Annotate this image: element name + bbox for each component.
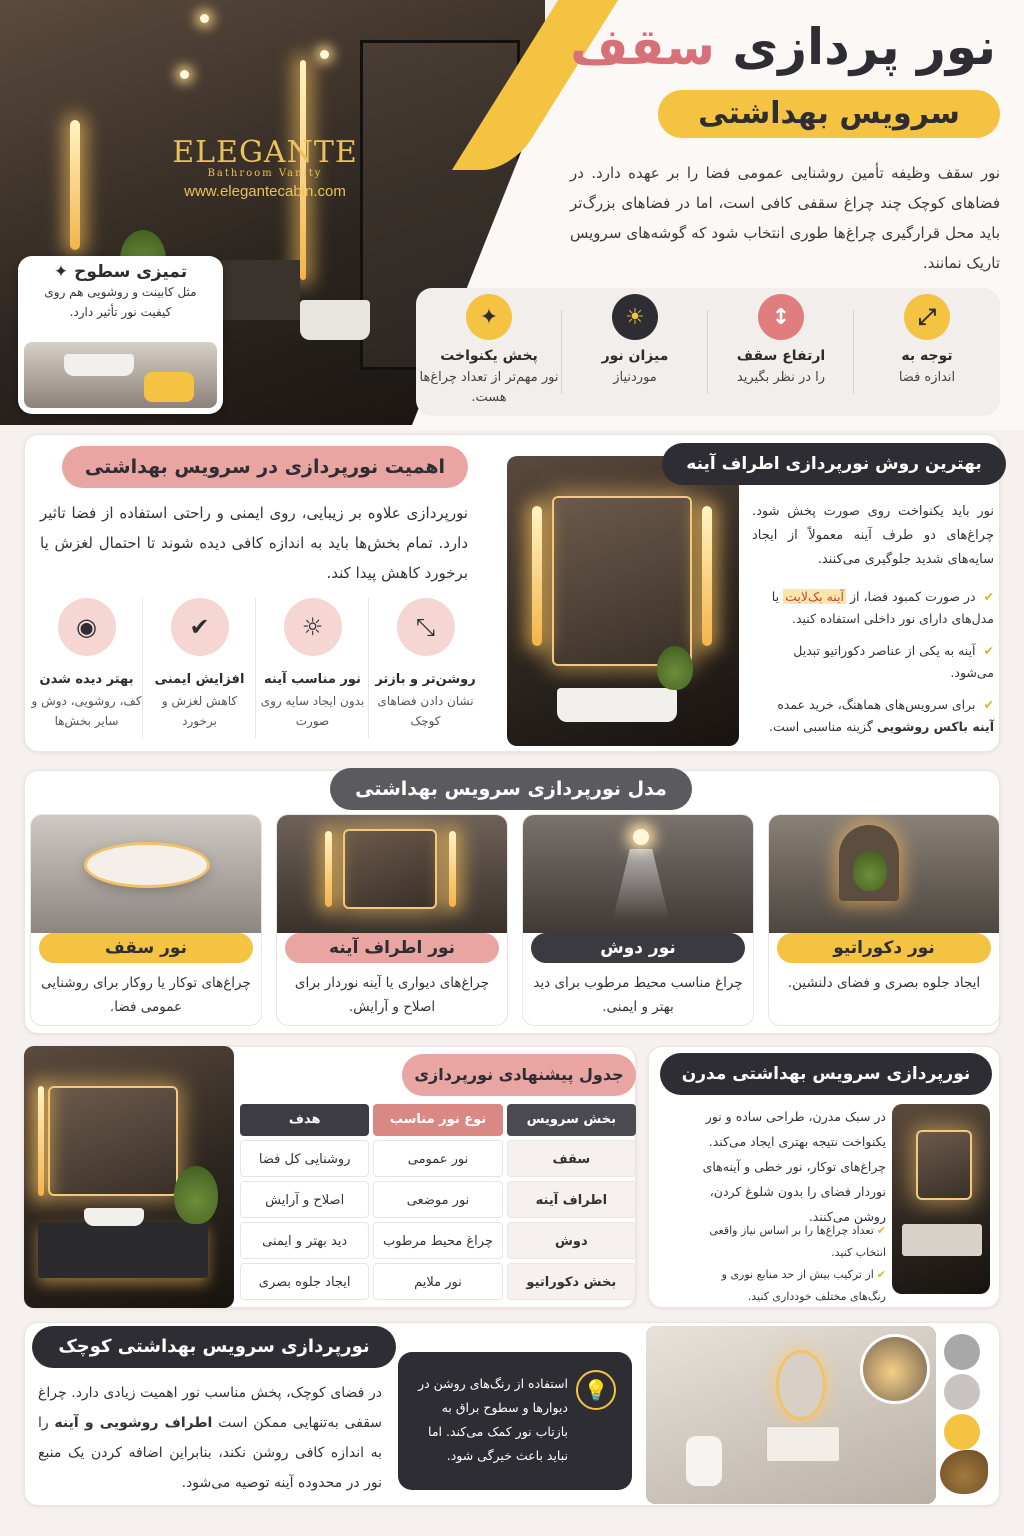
model-photo <box>277 815 507 933</box>
clean-card-title <box>28 262 213 282</box>
feature-item <box>708 288 854 416</box>
mirror-check1-highlight: آینه بک‌لایت <box>785 589 845 604</box>
feature-strip <box>416 288 1000 416</box>
title-dark-part: نور پردازی <box>732 18 996 76</box>
importance-item <box>369 598 482 738</box>
mirror-check-item <box>752 586 994 630</box>
table-header-row <box>240 1104 636 1136</box>
mirror-check3-a: برای سرویس‌های هماهنگ، خرید عمده <box>777 697 976 712</box>
feature-title: ارتفاع سقف <box>736 348 826 364</box>
feature-desc: را در نظر بگیرید <box>736 370 826 385</box>
table-cell: روشنایی کل فضا <box>240 1140 369 1177</box>
modern-checks <box>686 1220 886 1308</box>
importance-item-title: نور مناسب آینه <box>264 672 361 687</box>
model-photo <box>523 815 753 933</box>
model-card <box>768 814 1000 1026</box>
check-icon: ✔ <box>983 589 994 604</box>
vanity-photo <box>24 1046 234 1308</box>
sun-icon: ☼ <box>284 598 342 656</box>
table-cell: نور موضعی <box>373 1181 502 1218</box>
importance-title: اهمیت نورپردازی در سرویس بهداشتی <box>62 446 468 488</box>
feature-title: توجه به <box>901 348 953 364</box>
table-cell: سقف <box>507 1140 636 1177</box>
shield-check-icon: ✔ <box>171 598 229 656</box>
brand-url: www.elegantecabin.com <box>184 183 346 200</box>
mirror-photo <box>507 456 739 746</box>
clean-card-photo <box>24 342 217 408</box>
model-card <box>522 814 754 1026</box>
brand-logo <box>160 135 370 200</box>
mirror-check-item <box>752 640 994 684</box>
table-row <box>240 1140 636 1177</box>
table-cell: اصلاح و آرایش <box>240 1181 369 1218</box>
small-bathroom-photo <box>646 1326 936 1504</box>
lightbulb-icon: 💡 <box>576 1370 616 1410</box>
importance-item-desc: بدون ایجاد سایه روی صورت <box>260 694 365 728</box>
table-header: بخش سرویس <box>507 1104 636 1136</box>
mirror-check3-bold: آینه باکس روشویی <box>876 719 994 734</box>
importance-item-desc: کف، روشویی، دوش و سایر بخش‌ها <box>31 694 142 728</box>
color-swatch <box>944 1374 980 1410</box>
expand-icon: ⤢ <box>904 294 950 340</box>
modern-check-item <box>686 1264 886 1308</box>
eye-icon: ◉ <box>58 598 116 656</box>
leaf-icon <box>940 1450 988 1494</box>
clean-surfaces-card <box>18 256 223 414</box>
importance-text: نورپردازی علاوه بر زیبایی، روی ایمنی و راحتی استفاده از فضا تاثیر دارد. تمام بخش‌ها باید به اندازه کافی دیده شوند تا احتمال لغزش یا برخورد کاهش پیدا کند. <box>40 504 468 582</box>
table-header: نوع نور مناسب <box>373 1104 502 1136</box>
feature-item <box>562 288 708 416</box>
lightbulb-icon: ☀ <box>612 294 658 340</box>
mirror-text-block <box>752 500 994 748</box>
table-cell: بخش دکوراتیو <box>507 1263 636 1300</box>
feature-desc: اندازه فضا <box>898 370 956 385</box>
model-label: نور سقف <box>39 933 253 963</box>
modern-title: نورپردازی سرویس بهداشتی مدرن <box>660 1053 992 1095</box>
title-pink-part: سقف <box>570 18 715 76</box>
model-label: نور دکوراتیو <box>777 933 991 963</box>
model-desc: چراغ‌های توکار یا روکار برای روشنایی عمومی فضا. <box>41 975 251 1015</box>
small-text-bold: اطراف روشویی و آینه <box>54 1415 213 1431</box>
modern-check-item <box>686 1220 886 1264</box>
feature-item <box>416 288 562 416</box>
small-title: نورپردازی سرویس بهداشتی کوچک <box>32 1326 396 1368</box>
table-cell: اطراف آینه <box>507 1181 636 1218</box>
feature-title: پخش یکنواخت <box>440 348 538 364</box>
page-title <box>570 18 996 76</box>
table-cell: دوش <box>507 1222 636 1259</box>
clean-card-title-text: تمیزی سطوح <box>74 262 188 282</box>
importance-item-desc: کاهش لغزش و برخورد <box>161 694 238 728</box>
mirror-check1-a: در صورت کمبود فضا، از <box>850 589 976 604</box>
color-swatch <box>944 1414 980 1450</box>
importance-item-title: افزایش ایمنی <box>154 672 245 687</box>
table-cell: دید بهتر و ایمنی <box>240 1222 369 1259</box>
sparkle-icon: ✦ <box>466 294 512 340</box>
check-icon: ✔ <box>876 1224 886 1237</box>
table-title: جدول پیشنهادی نورپردازی <box>402 1054 636 1096</box>
table-cell: ایجاد جلوه بصری <box>240 1263 369 1300</box>
mirror-text: نور باید یکنواخت روی صورت پخش شود. چراغ‌های دو طرف آینه معمولاً از ایجاد سایه‌های شدید جلوگیری می‌کنند. <box>752 504 994 567</box>
table-row <box>240 1181 636 1218</box>
check-icon: ✔ <box>983 697 994 712</box>
models-title: مدل نورپردازی سرویس بهداشتی <box>330 768 692 810</box>
feature-title: میزان نور <box>601 348 669 364</box>
expand-icon: ⤡ <box>397 598 455 656</box>
modern-text: در سبک مدرن، طراحی ساده و نور یکنواخت نتیجه بهتری ایجاد می‌کند. چراغ‌های توکار، نور خطی و آینه‌های نوردار فضای را بدون شلوغ کردن، روشن می‌کنند. <box>702 1109 886 1224</box>
importance-item-title: روشن‌تر و بازتر <box>375 672 476 687</box>
intro-paragraph: نور سقف وظیفه تأمین روشنایی عمومی فضا را بر عهده دارد. در فضاهای کوچک چند چراغ سقفی کافی است، اما در فضاهای بزرگ‌تر باید محل قرارگیری چراغ‌ها طوری انتخاب شود که گوشه‌های سرویس تاریک نمانند. <box>570 164 1000 272</box>
feature-item <box>854 288 1000 416</box>
table-row <box>240 1222 636 1259</box>
mirror-check1-b: یا مدل‌های دارای نور داخلی استفاده کنید. <box>771 589 994 626</box>
page-subtitle: سرویس بهداشتی <box>658 90 1000 138</box>
model-card <box>276 814 508 1026</box>
mirror-check-item <box>752 694 994 738</box>
mirror-check2: آینه به یکی از عناصر دکوراتیو تبدیل می‌شود. <box>793 643 994 680</box>
modern-check1: تعداد چراغ‌ها را بر اساس نیاز واقعی انتخاب کنید. <box>709 1224 886 1259</box>
model-photo <box>769 815 999 933</box>
lighting-table <box>240 1104 636 1304</box>
tip-text: استفاده از رنگ‌های روشن در دیوارها و سطوح براق به بازتاب نور کمک می‌کند. اما نباید باعث خیرگی شود. <box>418 1376 568 1463</box>
small-text <box>38 1378 382 1498</box>
small-text-b: را به اندازه کافی روشن نکند، بنابراین اضافه کردن یک منبع نور در محدوده آینه توصیه می‌شود. <box>38 1415 382 1491</box>
importance-item <box>256 598 369 738</box>
table-cell: چراغ محیط مرطوب <box>373 1222 502 1259</box>
mirror-check3-b: گزینه مناسبی است. <box>768 719 873 734</box>
sparkle-icon: ✦ <box>53 262 75 282</box>
importance-items <box>30 598 482 738</box>
model-desc: چراغ‌های دیواری یا آینه نوردار برای اصلاح و آرایش. <box>294 975 490 1015</box>
importance-item-desc: نشان دادن فضاهای کوچک <box>377 694 474 728</box>
modern-check2: از ترکیب بیش از حد منابع نوری و رنگ‌های مختلف خودداری کنید. <box>721 1268 886 1303</box>
table-cell: نور ملایم <box>373 1263 502 1300</box>
model-label: نور دوش <box>531 933 745 963</box>
small-text-a: در فضای کوچک، پخش مناسب نور اهمیت زیادی دارد. چراغ سقفی به‌تنهایی ممکن است <box>38 1385 383 1431</box>
mirror-title: بهترین روش نورپردازی اطراف آینه <box>662 443 1006 485</box>
feature-desc: نور مهم‌تر از تعداد چراغ‌ها هست. <box>419 370 559 405</box>
importance-item <box>30 598 143 738</box>
brand-tagline: Bathroom Vanity <box>207 168 323 179</box>
importance-item-title: بهتر دیده شدن <box>39 672 134 687</box>
color-swatch <box>944 1334 980 1370</box>
table-header: هدف <box>240 1104 369 1136</box>
clean-card-desc: مثل کابینت و روشویی هم روی کیفیت نور تأثیر دارد. <box>44 285 197 319</box>
models-row <box>30 814 1000 1026</box>
height-arrows-icon: ↕ <box>758 294 804 340</box>
model-desc: ایجاد جلوه بصری و فضای دلنشین. <box>787 975 981 991</box>
importance-item <box>143 598 256 738</box>
model-photo <box>31 815 261 933</box>
model-label: نور اطراف آینه <box>285 933 499 963</box>
check-icon: ✔ <box>876 1268 886 1281</box>
check-icon: ✔ <box>983 643 994 658</box>
feature-desc: موردنیاز <box>613 370 657 385</box>
model-desc: چراغ مناسب محیط مرطوب برای دید بهتر و ایمنی. <box>533 975 743 1015</box>
tip-box <box>398 1352 632 1490</box>
model-card <box>30 814 262 1026</box>
table-row <box>240 1263 636 1300</box>
table-cell: نور عمومی <box>373 1140 502 1177</box>
brand-name: ELEGANTE <box>172 135 358 170</box>
modern-photo <box>892 1104 990 1294</box>
